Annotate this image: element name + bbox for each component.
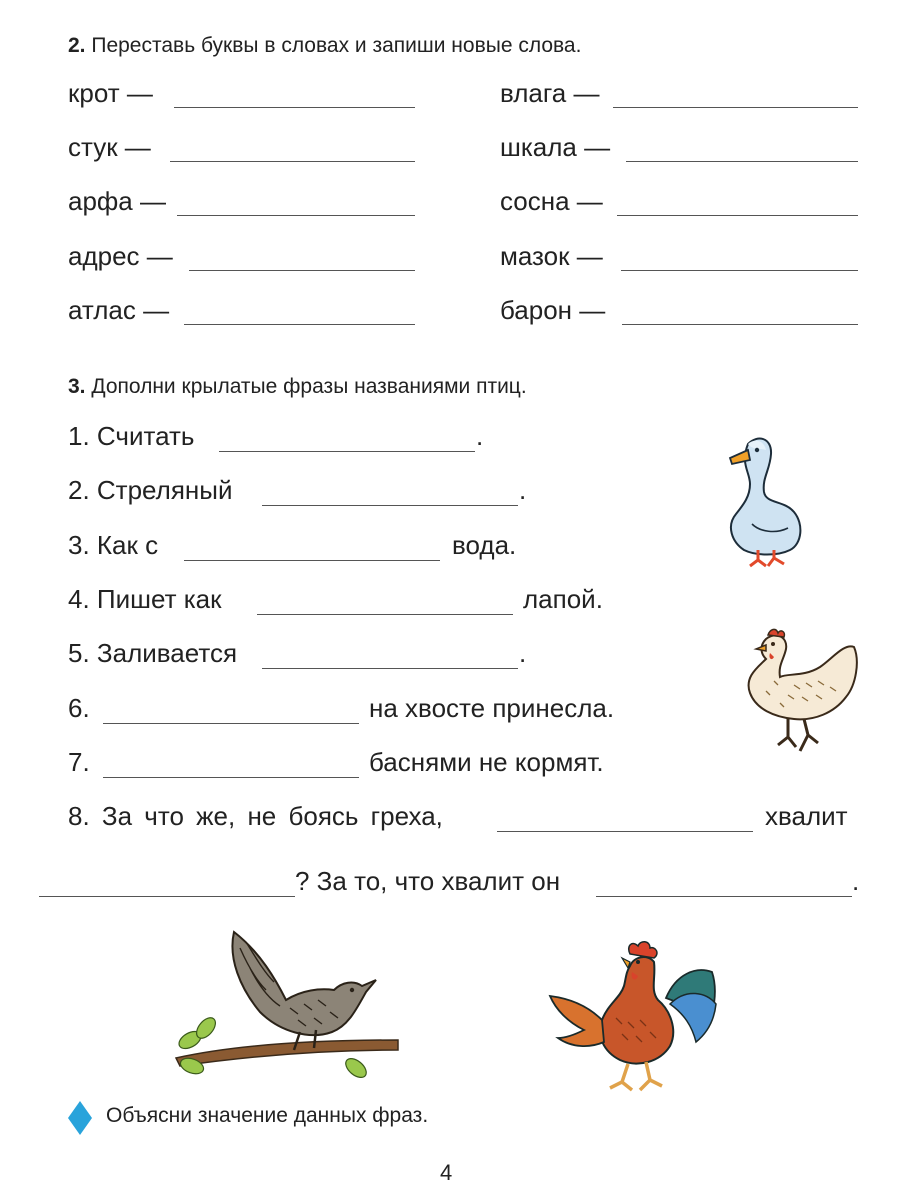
answer-line-left-3[interactable] bbox=[177, 215, 415, 216]
goose-icon bbox=[722, 432, 806, 572]
word-left-3: арфа — bbox=[68, 186, 166, 216]
phrase-4-answer-line[interactable] bbox=[257, 614, 513, 615]
phrase-7-after: баснями не кормят. bbox=[369, 747, 604, 777]
phrase-1-answer-line[interactable] bbox=[219, 451, 475, 452]
phrase-2-answer-line[interactable] bbox=[262, 505, 518, 506]
phrase-8-answer-line-2[interactable] bbox=[39, 896, 295, 897]
phrase-3-before: 3. Как с bbox=[68, 530, 159, 560]
word-left-1: крот — bbox=[68, 78, 153, 108]
phrase-8-middle: ? За то, что хвалит он bbox=[295, 866, 561, 896]
answer-line-right-3[interactable] bbox=[617, 215, 858, 216]
word-right-4: мазок — bbox=[500, 241, 603, 271]
phrase-4-before: 4. Пишет как bbox=[68, 584, 222, 614]
answer-line-left-2[interactable] bbox=[170, 161, 415, 162]
rooster-icon bbox=[546, 938, 722, 1094]
phrase-8-end: . bbox=[852, 866, 860, 896]
answer-line-right-2[interactable] bbox=[626, 161, 858, 162]
phrase-3-answer-line[interactable] bbox=[184, 560, 440, 561]
phrase-6-after: на хвосте принесла. bbox=[369, 693, 615, 723]
task-3-instruction bbox=[68, 375, 527, 399]
diamond-icon bbox=[68, 1101, 92, 1135]
phrase-5-before: 5. Заливается bbox=[68, 638, 238, 668]
word-right-1: влага — bbox=[500, 78, 600, 108]
phrase-4-after: лапой. bbox=[523, 584, 603, 614]
phrase-6-answer-line[interactable] bbox=[103, 723, 359, 724]
task-3-number: 3. bbox=[68, 375, 86, 398]
answer-line-right-5[interactable] bbox=[622, 324, 858, 325]
phrase-7-before: 7. bbox=[68, 747, 90, 777]
word-right-5: барон — bbox=[500, 295, 606, 325]
phrase-2-after: . bbox=[519, 475, 527, 505]
answer-line-left-1[interactable] bbox=[174, 107, 415, 108]
answer-line-right-1[interactable] bbox=[613, 107, 858, 108]
phrase-1-before: 1. Считать bbox=[68, 421, 195, 451]
phrase-8-before: 8. За что же, не боясь греха, bbox=[68, 801, 443, 831]
page-number: 4 bbox=[440, 1160, 453, 1185]
answer-line-right-4[interactable] bbox=[621, 270, 858, 271]
word-left-5: атлас — bbox=[68, 295, 170, 325]
phrase-8-answer-line-3[interactable] bbox=[596, 896, 852, 897]
task-2-text: Переставь буквы в словах и запиши новые слова. bbox=[91, 34, 582, 57]
task-2-instruction bbox=[68, 34, 581, 58]
phrase-2-before: 2. Стреляный bbox=[68, 475, 233, 505]
hen-icon bbox=[744, 625, 860, 763]
phrase-6-before: 6. bbox=[68, 693, 90, 723]
phrase-5-after: . bbox=[519, 638, 527, 668]
answer-line-left-5[interactable] bbox=[184, 324, 415, 325]
word-right-3: сосна — bbox=[500, 186, 603, 216]
phrase-8-after: хвалит bbox=[765, 801, 848, 831]
phrase-1-after: . bbox=[476, 421, 484, 451]
phrase-7-answer-line[interactable] bbox=[103, 777, 359, 778]
phrase-3-after: вода. bbox=[452, 530, 517, 560]
word-right-2: шкала — bbox=[500, 132, 611, 162]
word-left-2: стук — bbox=[68, 132, 151, 162]
task-2-number: 2. bbox=[68, 34, 86, 57]
note-text: Объясни значение данных фраз. bbox=[106, 1104, 429, 1127]
phrase-5-answer-line[interactable] bbox=[262, 668, 518, 669]
task-3-text: Дополни крылатые фразы названиями птиц. bbox=[91, 375, 527, 398]
cuckoo-icon bbox=[170, 928, 406, 1084]
phrase-8-answer-line-1[interactable] bbox=[497, 831, 753, 832]
word-left-4: адрес — bbox=[68, 241, 173, 271]
answer-line-left-4[interactable] bbox=[189, 270, 415, 271]
